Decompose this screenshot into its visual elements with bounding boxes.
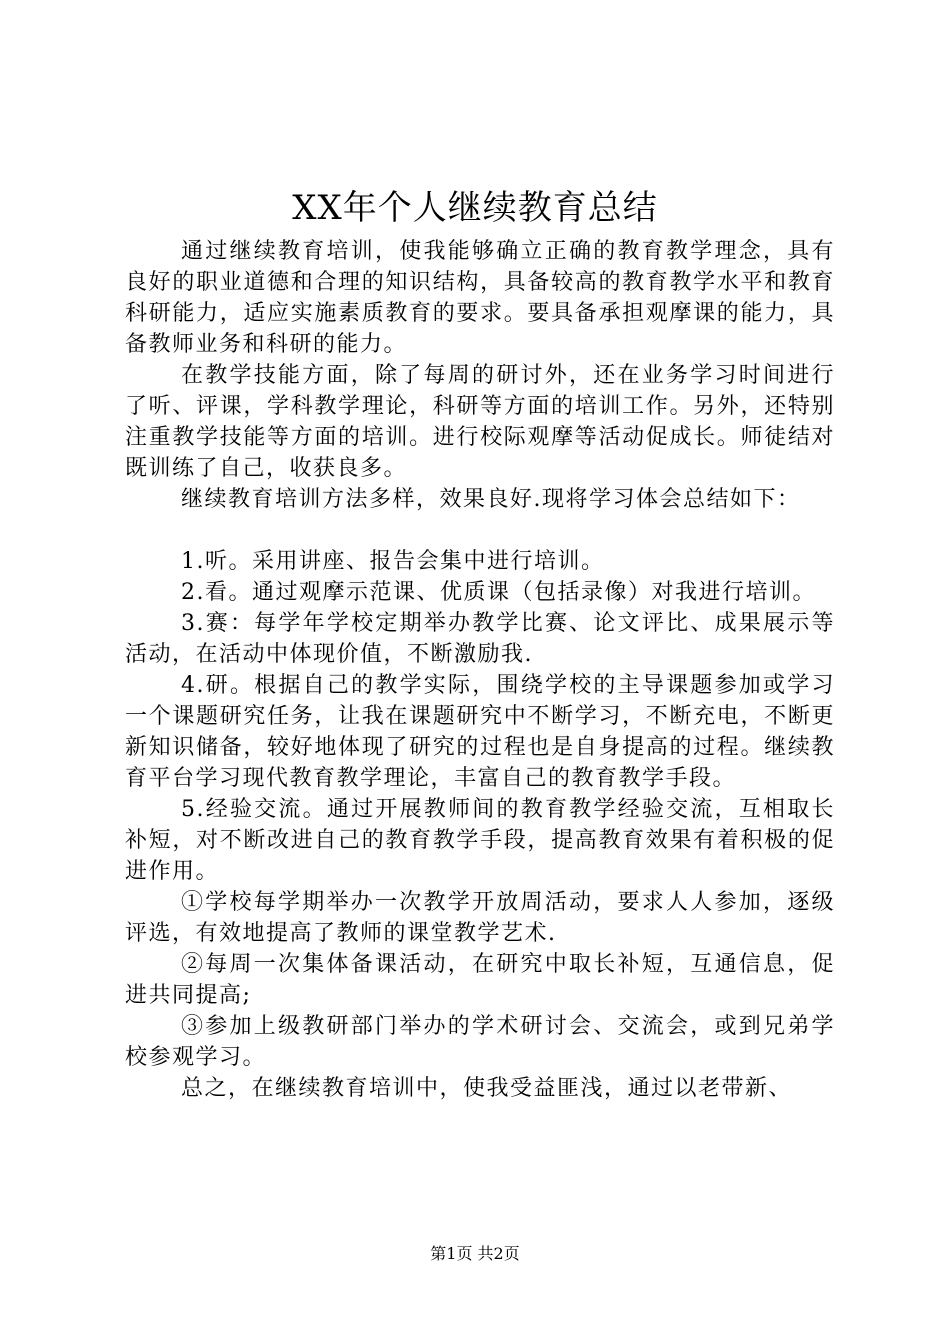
paragraph-methods-lead: 继续教育培训方法多样，效果良好.现将学习体会总结如下： (181, 487, 801, 512)
sub-item-open-week: ①学校每学期举办一次教学开放周活动，要求人人参加，逐级评选，有效地提高了教师的课堂教学艺术. (125, 890, 835, 946)
list-item-exchange: 5.经验交流。通过开展教师间的教育教学经验交流，互相取长补短，对不断改进自己的教育教学手段，提高教育效果有着积极的促进作用。 (125, 797, 835, 884)
list-item-compete: 3.赛：每学年学校定期举办教学比赛、论文评比、成果展示等活动，在活动中体现价值，不断激励我. (125, 611, 835, 667)
list-item-listen: 1.听。采用讲座、报告会集中进行培训。 (181, 549, 605, 574)
document-body (125, 236, 835, 1104)
paragraph-teaching-skills: 在教学技能方面，除了每周的研讨外，还在业务学习时间进行了听、评课，学科教学理论，科研等方面的培训工作。另外，还特别注重教学技能等方面的培训。进行校际观摩等活动促成长。师徒结对既训练了自己，收获良多。 (125, 363, 835, 481)
sub-item-seminars: ③参加上级教研部门举办的学术研讨会、交流会，或到兄弟学校参观学习。 (125, 1014, 835, 1070)
document-title: XX年个人继续教育总结 (292, 188, 658, 228)
list-item-research: 4.研。根据自己的教学实际，围绕学校的主导课题参加或学习一个课题研究任务，让我在课题研究中不断学习，不断充电，不断更新知识储备，较好地体现了研究的过程也是自身提高的过程。继续教育平台学习现代教育教学理论，丰富自己的教育教学手段。 (125, 673, 835, 791)
page-footer: 第1页 共2页 (430, 1244, 520, 1263)
paragraph-intro: 通过继续教育培训，使我能够确立正确的教育教学理念，具有良好的职业道德和合理的知识结构，具备较高的教育教学水平和教育科研能力，适应实施素质教育的要求。要具备承担观摩课的能力，具备教师业务和科研的能力。 (125, 239, 835, 357)
sub-item-lesson-prep: ②每周一次集体备课活动，在研究中取长补短，互通信息，促进共同提高; (125, 952, 835, 1008)
paragraph-conclusion: 总之，在继续教育培训中，使我受益匪浅，通过以老带新、 (181, 1076, 793, 1101)
list-item-watch: 2.看。通过观摩示范课、优质课（包括录像）对我进行培训。 (181, 580, 816, 605)
